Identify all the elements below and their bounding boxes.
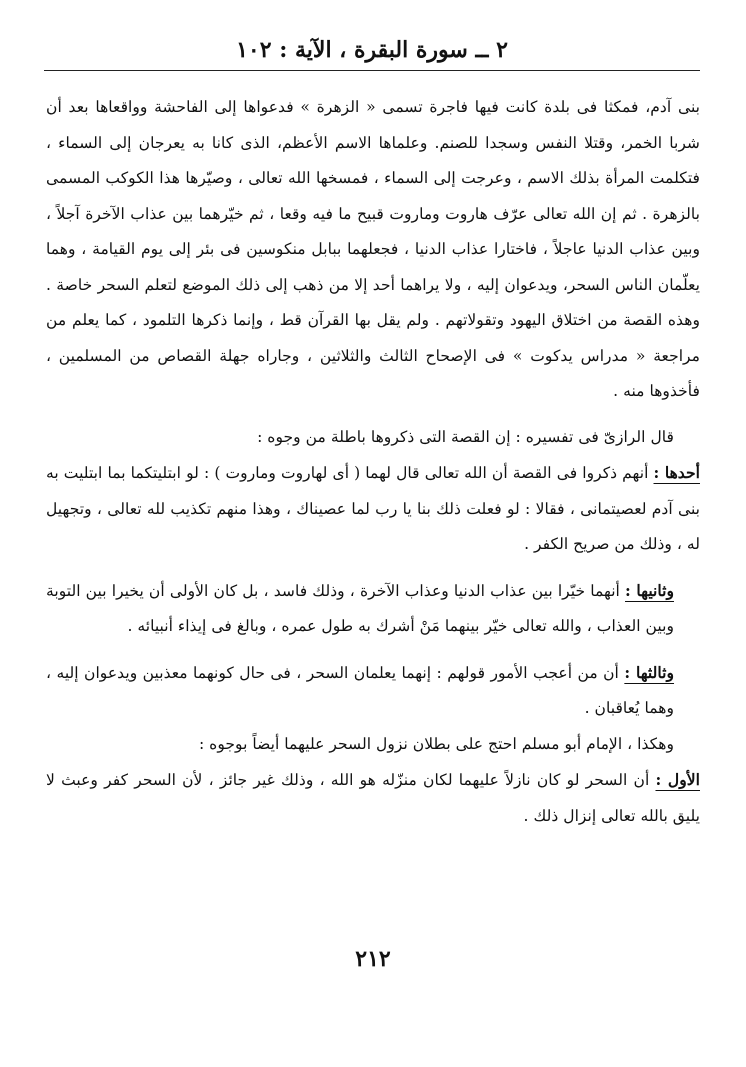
page-number: ٢١٢ xyxy=(355,946,391,972)
first-argument-heading: الأول : xyxy=(655,770,700,789)
paragraph-abu-muslim: وهكذا ، الإمام أبو مسلم احتج على بطلان نزول السحر عليهما أيضاً بوجوه : xyxy=(198,734,674,753)
third-reason-heading: وثالثها : xyxy=(624,662,675,682)
running-header: ٢ ــ سورة البقرة ، الآية : ١٠٢ xyxy=(236,37,508,63)
second-reason-text: أنهما خيّرا بين عذاب الدنيا وعذاب الآخرة ، وذلك فاسد ، بل كان الأولى أن يخيرا بين التوبة وبين العذاب ، والله تعالى خيّر بينهما مَنْ أشرك به طول عمره ، وبالغ فى إيذاء أنبيائه . xyxy=(46,581,674,635)
third-reason-text: أن من أعجب الأمور قولهم : إنهما يعلمان السحر ، فى حال كونهما معذبين ويدعوان إليه ، وهما يُعاقبان . xyxy=(46,663,674,717)
paragraph-razi-intro: قال الرازىّ فى تفسيره : إن القصة التى ذكروها باطلة من وجوه : xyxy=(257,427,674,446)
paragraph-first-reason xyxy=(46,455,700,563)
first-reason-text: أنهم ذكروا فى القصة أن الله تعالى قال لهما ( أى لهاروت وماروت ) : لو ابتليتكما بما ابتليت به بنى آدم لعصيتمانى ، فقالا : لو فعلت ذلك بنا يا رب لما عصيناك ، وهذا منهم تكذيب لله تعالى ، وتجهيل له ، وذلك من صريح الكفر . xyxy=(46,464,700,553)
second-reason-heading: وثانيها : xyxy=(625,580,674,600)
header-rule xyxy=(44,70,700,71)
paragraph-first-argument xyxy=(46,762,700,834)
first-argument-text: أن السحر لو كان نازلاً عليهما لكان منزّله هو الله ، وذلك غير جائز ، لأن السحر كفر وعبث لا يليق بالله تعالى إنزال ذلك . xyxy=(46,771,700,825)
first-reason-heading: أحدها : xyxy=(653,463,700,482)
paragraph-third-reason xyxy=(46,655,700,727)
paragraph-second-reason xyxy=(46,573,700,645)
paragraph-story: بنى آدم، فمكثا فى بلدة كانت فيها فاجرة تسمى « الزهرة » فدعواها إلى الفاحشة وواقعاها بعد أن شربا الخمر، وقتلا النفس وسجدا للصنم. وعلماها الاسم الأعظم، الذى كانا به يعرجان إلى السماء ، فتكلمت المرأة بذلك الاسم ، وعرجت إلى السماء ، فمسخها الله تعالى ، وصيّرها هذا الكوكب المسمى بالزهرة . ثم إن الله تعالى عرّف هاروت وماروت قبيح ما فيه وقعا ، ثم خيّرهما بين عذاب الآخرة آجلاً ، وبين عذاب الدنيا عاجلاً ، فاختارا عذاب الدنيا ، فجعلهما ببابل منكوسين فى بئر إلى يوم القيامة ، وهما يعلّمان الناس السحر، ويدعوان إليه ، ولا يراهما أحد إلا من ذهب إلى ذلك الموضع لتعلم السحر خاصة . وهذه القصة من اختلاق اليهود وتقولاتهم . ولم يقل بها القرآن قط ، وإنما ذكرها التلمود ، كما يعلم من مراجعة « مدراس يدكوت » فى الإصحاح الثالث والثلاثين ، وجاراه جهلة القصاص من المسلمين ، فأخذوها منه . xyxy=(46,98,700,400)
page-body xyxy=(46,90,700,834)
